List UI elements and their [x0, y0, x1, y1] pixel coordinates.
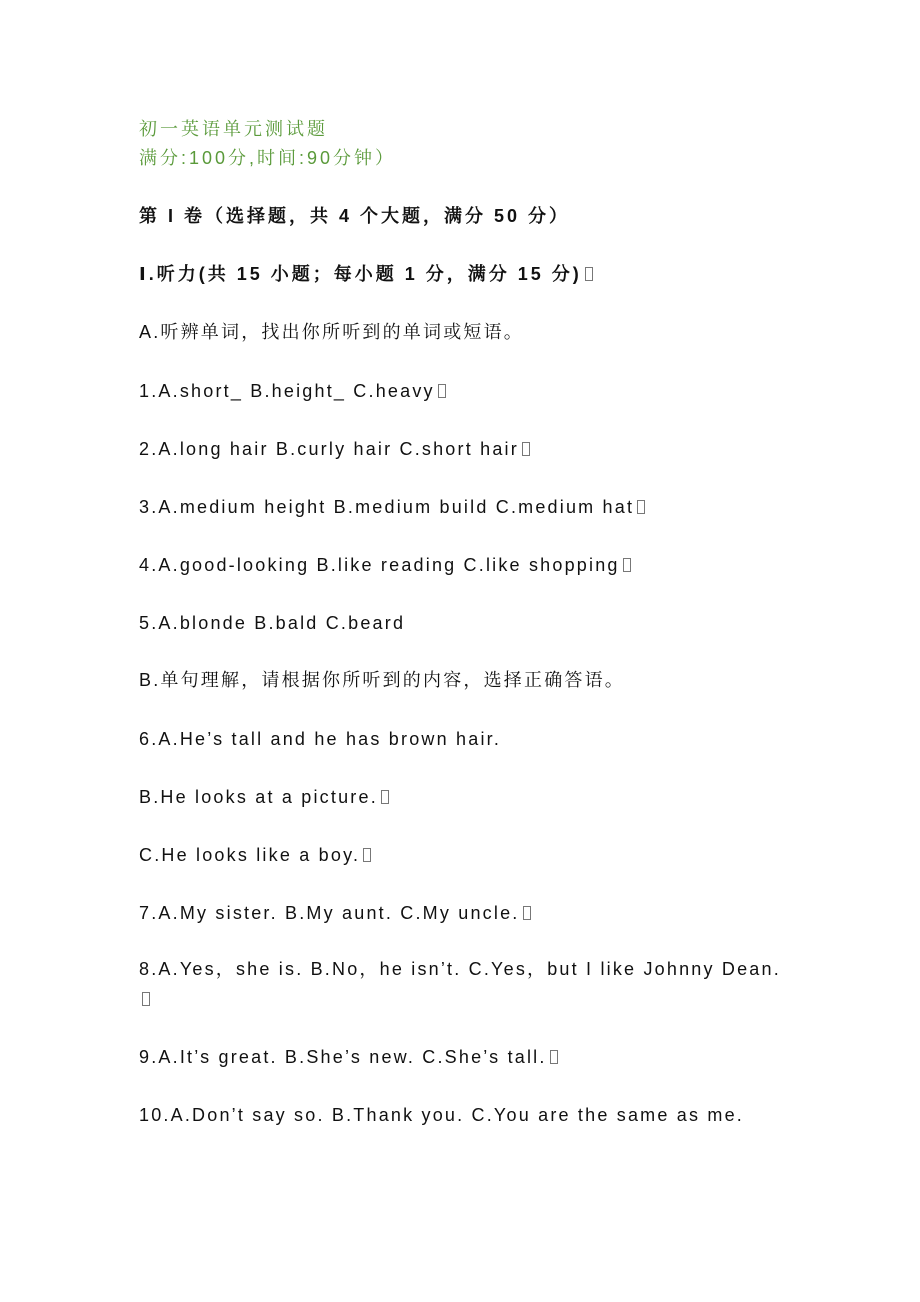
question-option — [139, 842, 371, 868]
question-item — [139, 1100, 789, 1130]
question-text: 4.A.good-looking B.like reading C.like shopping — [139, 555, 620, 575]
missing-glyph-box-icon — [381, 790, 389, 804]
missing-glyph-box-icon — [523, 906, 531, 920]
section-title: 第 I 卷（选择题，共 4 个大题，满分 50 分） — [139, 206, 571, 226]
missing-glyph-box-icon — [550, 1050, 558, 1064]
question-text: 8.A.Yes，she is. B.No，he isn’t. C.Yes，but I like Johnny Dean. — [139, 959, 781, 979]
document-subtitle: 满分:100分,时间:90分钟） — [139, 148, 397, 168]
question-item — [139, 726, 501, 752]
question-item — [139, 954, 789, 1014]
question-option — [139, 784, 389, 810]
missing-glyph-box-icon — [142, 992, 150, 1006]
question-item — [139, 378, 446, 404]
missing-glyph-box-icon — [363, 848, 371, 862]
question-text: 7.A.My sister. B.My aunt. C.My uncle. — [139, 903, 520, 923]
part-title-text: Ⅰ.听力(共 15 小题；每小题 1 分，满分 15 分) — [139, 264, 582, 284]
part-b-instruction: B.单句理解，请根据你所听到的内容，选择正确答语。 — [139, 670, 626, 690]
question-text: B.He looks at a picture. — [139, 787, 378, 807]
question-item — [139, 900, 531, 926]
question-text: 1.A.short_ B.height_ C.heavy — [139, 381, 435, 401]
question-text: C.He looks like a boy. — [139, 845, 361, 865]
document-title: 初一英语单元测试题 — [139, 119, 328, 139]
question-text: 5.A.blonde B.bald C.beard — [139, 613, 406, 633]
part-title — [139, 261, 593, 287]
question-item — [139, 610, 405, 636]
missing-glyph-box-icon — [623, 558, 631, 572]
question-text: 10.A.Don’t say so. B.Thank you. C.You are the same as me. — [139, 1105, 744, 1125]
missing-glyph-box-icon — [637, 500, 645, 514]
question-text: 2.A.long hair B.curly hair C.short hair — [139, 439, 519, 459]
question-text: 6.A.He’s tall and he has brown hair. — [139, 729, 502, 749]
question-item — [139, 494, 645, 520]
missing-glyph-box-icon — [438, 384, 446, 398]
question-text: 3.A.medium height B.medium build C.medium hat — [139, 497, 635, 517]
missing-glyph-box-icon — [522, 442, 530, 456]
question-item — [139, 436, 530, 462]
question-item — [139, 552, 631, 578]
part-a-instruction: A.听辨单词，找出你所听到的单词或短语。 — [139, 322, 525, 342]
missing-glyph-box-icon — [585, 267, 593, 281]
question-text: 9.A.It’s great. B.She’s new. C.She’s tall. — [139, 1047, 547, 1067]
question-item — [139, 1044, 558, 1070]
